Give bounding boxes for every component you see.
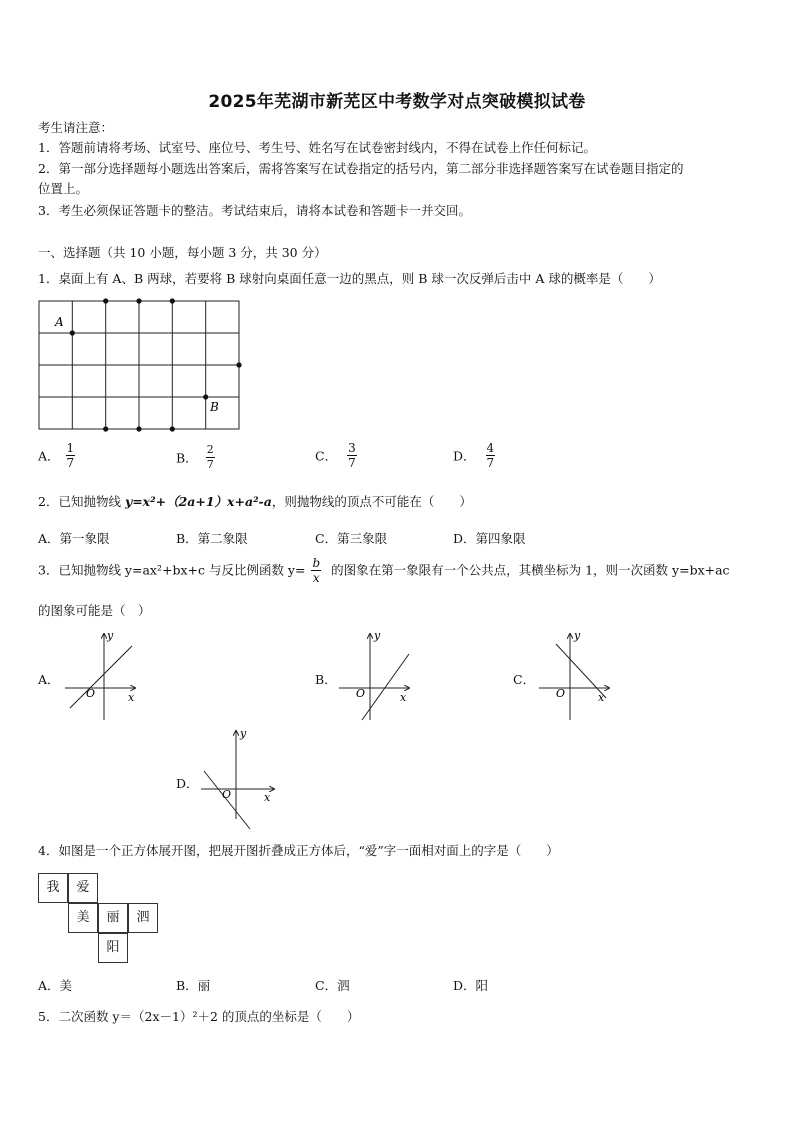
question-3-stem-line2: 的图象可能是（ ） [38, 603, 151, 618]
target-dot [103, 298, 108, 303]
q1-option-d[interactable] [453, 441, 495, 470]
fraction: $\frac{3}{7}$ [348, 441, 356, 470]
target-dot [136, 426, 141, 431]
ball-a-label: A [55, 315, 64, 329]
question-4-stem: 4．如图是一个正方体展开图，把展开图折叠成正方体后，“爱”字一面相对面上的字是（ ） [38, 843, 559, 858]
option-letter: C． [315, 448, 338, 464]
option-letter: A． [38, 448, 60, 464]
origin-label: O [222, 788, 232, 801]
q3-option-c-label[interactable]: C． [513, 672, 536, 687]
net-cell: 我 [38, 873, 68, 903]
net-cell: 爱 [68, 873, 98, 903]
notice-heading: 考生请注意： [38, 120, 114, 135]
target-dot [170, 298, 175, 303]
q3-option-a-label[interactable]: A． [38, 672, 60, 687]
q2-option-d[interactable]: D．第四象限 [453, 531, 526, 546]
target-dot [136, 298, 141, 303]
net-cell: 泗 [128, 903, 158, 933]
notice-item: 1．答题前请将考场、试室号、座位号、考生号、姓名写在试卷密封线内，不得在试卷上作任何标记。 [38, 140, 596, 155]
q1-option-b[interactable] [176, 443, 215, 472]
q4-option-b[interactable]: B．丽 [176, 978, 211, 993]
y-label: y [240, 727, 247, 740]
question-5-stem: 5．二次函数 y＝（2x－1）²＋2 的顶点的坐标是（ ） [38, 1009, 360, 1024]
question-3-stem: 3．已知抛物线 y=ax²+bx+c 与反比例函数 y= $\frac{b}{x}$ 的图象在第一象限有一个公共点，其横坐标为 1，则一次函数 y=bx+ac [38, 556, 730, 585]
y-label: y [107, 629, 114, 642]
y-label: y [374, 629, 381, 642]
target-dot [103, 426, 108, 431]
x-label: x [400, 691, 407, 704]
q4-option-c[interactable]: C．泗 [315, 978, 350, 993]
notice-item: 2．第一部分选择题每小题选出答案后，需将答案写在试卷指定的括号内，第二部分非选择题答案写在试卷题目指定的 [38, 161, 684, 176]
q2-option-b[interactable]: B．第二象限 [176, 531, 248, 546]
q1-option-c[interactable] [315, 441, 357, 470]
y-label: y [574, 629, 581, 642]
origin-label: O [556, 687, 566, 700]
ball-b [203, 394, 208, 399]
ball-b-label: B [210, 400, 219, 414]
page-title: 2025年芜湖市新芜区中考数学对点突破模拟试卷 [208, 92, 586, 112]
origin-label: O [86, 687, 96, 700]
fraction: $\frac{1}{7}$ [66, 441, 75, 470]
q2-option-c[interactable]: C．第三象限 [315, 531, 388, 546]
q3-option-a-graph[interactable] [60, 628, 150, 723]
notice-item: 位置上。 [38, 181, 89, 196]
ball-a [70, 330, 75, 335]
option-letter: D． [453, 448, 476, 464]
net-cell: 丽 [98, 903, 128, 933]
cube-net-figure [38, 873, 163, 965]
q4-option-a[interactable]: A．美 [38, 978, 73, 993]
x-label: x [128, 691, 135, 704]
q3-option-d-graph[interactable] [196, 725, 286, 835]
q4-option-d[interactable]: D．阳 [453, 978, 489, 993]
x-label: x [264, 791, 271, 804]
section-heading: 一、选择题（共 10 小题，每小题 3 分，共 30 分） [38, 245, 327, 260]
notice-item: 3．考生必须保证答题卡的整洁。考试结束后，请将本试卷和答题卡一并交回。 [38, 203, 471, 218]
net-cell: 美 [68, 903, 98, 933]
question-2-stem: 2．已知抛物线 y=x²+（2a+1）x+a²-a，则抛物线的顶点不可能在（ ） [38, 494, 472, 509]
function-line [362, 654, 409, 720]
x-label: x [598, 691, 605, 704]
q3-option-b-label[interactable]: B． [315, 672, 337, 687]
q1-option-a[interactable] [38, 441, 75, 470]
function-line [70, 646, 132, 708]
question-1-stem: 1．桌面上有 A、B 两球，若要将 B 球射向桌面任意一边的黑点，则 B 球一次反弹后击中 A 球的概率是（ ） [38, 271, 661, 286]
net-cell: 阳 [98, 933, 128, 963]
option-letter: B． [176, 450, 198, 466]
fraction: $\frac{4}{7}$ [486, 441, 495, 470]
q2-option-a[interactable]: A．第一象限 [38, 531, 110, 546]
fraction: $\frac{2}{7}$ [206, 443, 214, 471]
q3-option-b-graph[interactable] [334, 628, 424, 723]
target-dot [170, 426, 175, 431]
origin-label: O [356, 687, 366, 700]
fraction: $\frac{b}{x}$ [312, 556, 321, 585]
formula: y=x²+（2a+1）x+a²-a [124, 494, 272, 509]
billiard-grid-figure [36, 296, 246, 432]
q3-option-c-graph[interactable] [534, 628, 624, 723]
target-dot [236, 362, 241, 367]
q3-option-d-label[interactable]: D． [176, 776, 199, 791]
